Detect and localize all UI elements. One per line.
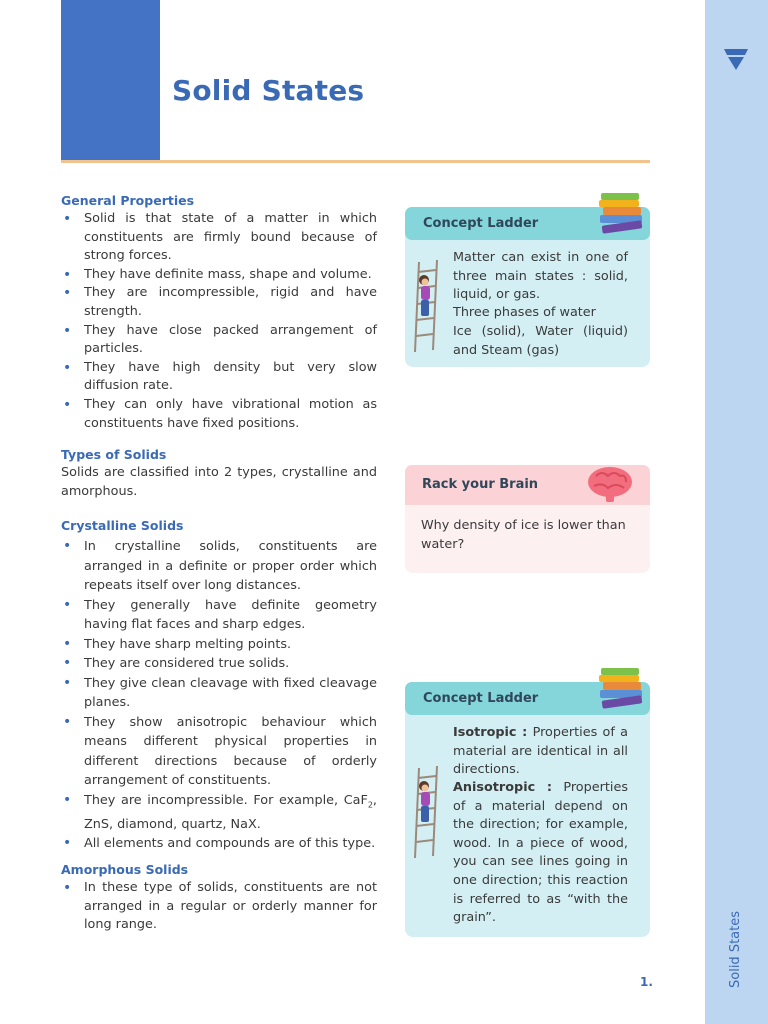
isotropic-text: Properties of a material are identical in all directions.: [453, 725, 628, 778]
compound-text-post: , ZnS, diamond, quartz, NaX.: [84, 792, 377, 832]
types-of-solids-text: Solids are classified into 2 types, crystalline and amorphous.: [61, 465, 377, 499]
crystalline-solids-list: [61, 537, 377, 854]
rack-your-brain-header: Rack your Brain: [405, 465, 650, 505]
header-color-block: [61, 0, 160, 160]
concept-ladder-header-1: Concept Ladder: [405, 207, 650, 240]
types-of-solids-section: [61, 446, 377, 501]
crystalline-solids-heading: Crystalline Solids: [61, 518, 184, 533]
page-number: 1.: [640, 975, 653, 989]
crystalline-solids-section: [61, 517, 377, 854]
concept-ladder-1-line1: Matter can exist in one of three main states : solid, liquid, or gas.: [453, 250, 628, 303]
anisotropic-definition: [453, 779, 628, 928]
list-item: • In crystalline solids, constituents are arranged in a definite or proper order which repeats itself over long distances.: [61, 537, 377, 596]
side-chapter-label: Solid States: [728, 911, 743, 988]
brain-icon: [586, 464, 634, 504]
general-properties-section: [61, 192, 377, 433]
rack-your-brain-question: Why density of ice is lower than water?: [421, 518, 626, 552]
amorphous-solids-list: [61, 879, 377, 935]
list-item: • They are incompressible, rigid and have strength.: [61, 284, 377, 321]
amorphous-solids-heading: Amorphous Solids: [61, 862, 189, 877]
list-item: • They have sharp melting points.: [61, 635, 377, 655]
list-item: • They have definite mass, shape and volume.: [61, 266, 377, 285]
isotropic-term: Isotropic :: [453, 725, 528, 740]
list-item: • They are considered true solids.: [61, 654, 377, 674]
page-title: Solid States: [172, 74, 365, 107]
list-item: • They can only have vibrational motion as constituents have fixed positions.: [61, 396, 377, 433]
list-item: • Solid is that state of a matter in which constituents are firmly bound because of strong forces.: [61, 210, 377, 266]
types-of-solids-heading: Types of Solids: [61, 447, 167, 462]
books-icon: [597, 666, 647, 716]
anisotropic-term: Anisotropic :: [453, 780, 552, 795]
ladder-climber-icon: [413, 258, 443, 354]
list-item: • They have high density but very slow diffusion rate.: [61, 359, 377, 396]
compound-text-pre: They are incompressible. For example, CaF: [84, 792, 368, 808]
list-item: • They have close packed arrangement of particles.: [61, 322, 377, 359]
title-divider: [61, 160, 650, 163]
isotropic-definition: [453, 724, 628, 780]
list-item: [61, 791, 377, 835]
amorphous-solids-section: [61, 861, 377, 935]
list-item: • All elements and compounds are of this type.: [61, 834, 377, 854]
side-strip: [705, 0, 768, 1024]
books-icon: [597, 191, 647, 241]
anisotropic-text: Properties of a material depend on the direction; for example, wood. In a piece of wood, you can see lines going in one direction; this reaction is referred to as “with the grain”.: [453, 780, 628, 926]
concept-ladder-1-line2: Three phases of water: [453, 305, 596, 320]
list-item: • In these type of solids, constituents are not arranged in a regular or orderly manner for long range.: [61, 879, 377, 935]
list-item: • They generally have definite geometry having flat faces and sharp edges.: [61, 596, 377, 635]
concept-ladder-header-2: Concept Ladder: [405, 682, 650, 715]
concept-ladder-1-line3: Ice (solid), Water (liquid) and Steam (gas): [453, 324, 628, 358]
general-properties-heading: General Properties: [61, 193, 195, 208]
compound-subscript: 2: [367, 800, 373, 810]
logo-icon: [723, 46, 749, 72]
ladder-climber-icon: [413, 764, 443, 860]
list-item: • They show anisotropic behaviour which means different physical properties in different directions because of orderly arrangement of constituents.: [61, 713, 377, 791]
general-properties-list: [61, 210, 377, 433]
list-item: • They give clean cleavage with fixed cleavage planes.: [61, 674, 377, 713]
